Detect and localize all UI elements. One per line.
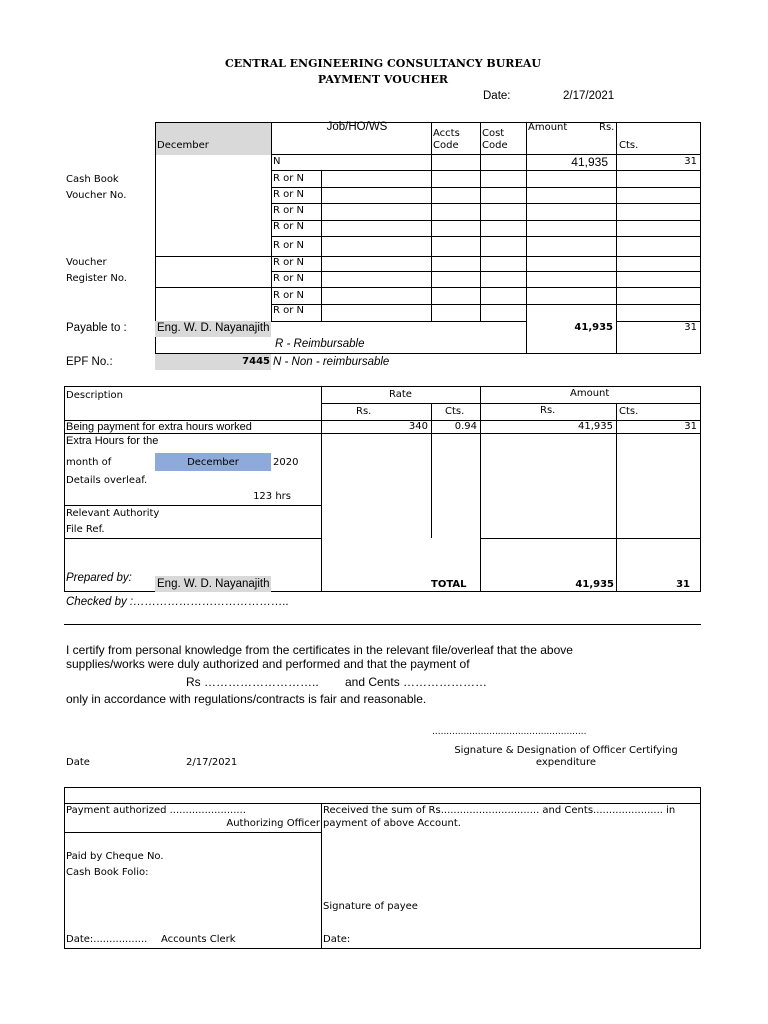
payment-authorized: Payment authorized ........................	[66, 805, 246, 816]
month-cell: December	[157, 140, 209, 151]
rate-cts-header: Cts.	[445, 406, 465, 417]
checked-by: Checked by :…………………………………..	[66, 596, 290, 608]
details-overleaf: Details overleaf.	[66, 475, 148, 486]
voucher-register-label: Voucher	[66, 257, 107, 268]
file-ref: File Ref.	[66, 524, 105, 535]
non-reimbursable-note: N - Non - reimbursable	[273, 356, 390, 368]
grand-total-rs: 41,935	[575, 579, 614, 590]
total-rs: 41,935	[574, 322, 613, 333]
amount-cts: 31	[684, 421, 697, 432]
amount-cts-header: Cts.	[619, 406, 639, 417]
received-line-2: payment of above Account.	[323, 818, 461, 829]
voucher-title: PAYMENT VOUCHER	[317, 73, 449, 86]
voucher-register-label: Register No.	[66, 273, 127, 284]
hours-value: 123 hrs	[253, 491, 291, 502]
signature-line: ......................................................	[432, 727, 587, 737]
row-type: R or N	[273, 189, 305, 200]
total-cts: 31	[684, 322, 697, 333]
description-table	[64, 386, 701, 592]
col-job: Job/HO/WS	[326, 121, 388, 133]
cash-book-label: Cash Book	[66, 174, 119, 185]
row-type: R or N	[273, 273, 305, 284]
amount-rs: 41,935	[578, 421, 613, 432]
row-type: N	[273, 156, 281, 167]
col-cts: Cts.	[619, 140, 639, 151]
total-label: TOTAL	[431, 579, 467, 590]
amount-rs-header: Rs.	[540, 405, 556, 416]
paid-by-cheque: Paid by Cheque No.	[66, 851, 164, 862]
row-type: R or N	[273, 221, 305, 232]
signature-of-payee: Signature of payee	[323, 901, 418, 912]
certify-line-4: only in accordance with regulations/contracts is fair and reasonable.	[66, 692, 427, 706]
clerk-date: Date:.................	[66, 934, 148, 945]
epf-value: 7445	[242, 356, 270, 367]
signature-caption-2: expenditure	[535, 757, 597, 768]
row-type: R or N	[273, 240, 305, 251]
rate-rs-header: Rs.	[356, 406, 372, 417]
cash-book-folio: Cash Book Folio:	[66, 867, 149, 878]
date-value: 2/17/2021	[563, 90, 615, 102]
col-rs: Rs.	[599, 122, 615, 133]
col-cost-1: Cost	[482, 128, 505, 139]
certify-line-1: I certify from personal knowledge from the certificates in the relevant file/overleaf that the above	[66, 643, 573, 657]
prepared-label: Prepared by:	[66, 572, 132, 584]
certify-line-2: supplies/works were duly authorized and performed and that the payment of	[66, 657, 470, 671]
reimbursable-note: R - Reimbursable	[275, 338, 365, 350]
grand-total-cts: 31	[676, 579, 690, 590]
amount-header: Amount	[570, 388, 610, 399]
organization-title: CENTRAL ENGINEERING CONSULTANCY BUREAU	[225, 57, 541, 70]
signature-caption-1: Signature & Designation of Officer Certifying	[454, 745, 678, 756]
rate-cts: 0.94	[454, 421, 477, 432]
divider	[64, 624, 701, 625]
received-line-1: Received the sum of Rs............................... and Cents...................... in	[323, 805, 676, 816]
certify-rs: Rs ………………………..	[186, 675, 319, 689]
col-cost-2: Code	[482, 140, 508, 151]
payee-date: Date:	[323, 934, 351, 945]
payable-label: Payable to :	[66, 322, 127, 334]
rate-header: Rate	[389, 389, 412, 400]
extra-hours-label: Extra Hours for the	[66, 435, 159, 447]
first-amount-rs: 41,935	[571, 155, 608, 169]
row-type: R or N	[273, 305, 305, 316]
epf-label: EPF No.:	[66, 356, 113, 368]
col-amount: Amount	[528, 122, 568, 133]
year-value: 2020	[273, 457, 299, 468]
accounts-clerk: Accounts Clerk	[161, 934, 236, 945]
prepared-value: Eng. W. D. Nayanajith	[157, 578, 270, 590]
date-label: Date:	[483, 90, 511, 102]
col-accts-1: Accts	[433, 128, 460, 139]
first-amount-cts: 31	[684, 156, 697, 167]
rate-rs: 340	[408, 421, 428, 432]
col-accts-2: Code	[433, 140, 459, 151]
authorizing-officer: Authorizing Officer	[226, 818, 320, 829]
row-type: R or N	[273, 205, 305, 216]
row-type: R or N	[273, 257, 305, 268]
relevant-authority: Relevant Authority	[66, 508, 160, 519]
month-of-label: month of	[66, 457, 112, 468]
certify-date-value: 2/17/2021	[186, 757, 238, 768]
certify-cents: and Cents …………………	[345, 675, 488, 689]
month-value: December	[187, 457, 239, 468]
payable-value: Eng. W. D. Nayanajith	[157, 322, 270, 334]
row-type: R or N	[273, 290, 305, 301]
cash-book-label: Voucher No.	[66, 190, 127, 201]
description-line: Being payment for extra hours worked	[66, 421, 252, 433]
row-type: R or N	[273, 173, 305, 184]
desc-header: Description	[66, 390, 123, 401]
certify-date-label: Date	[66, 757, 90, 768]
